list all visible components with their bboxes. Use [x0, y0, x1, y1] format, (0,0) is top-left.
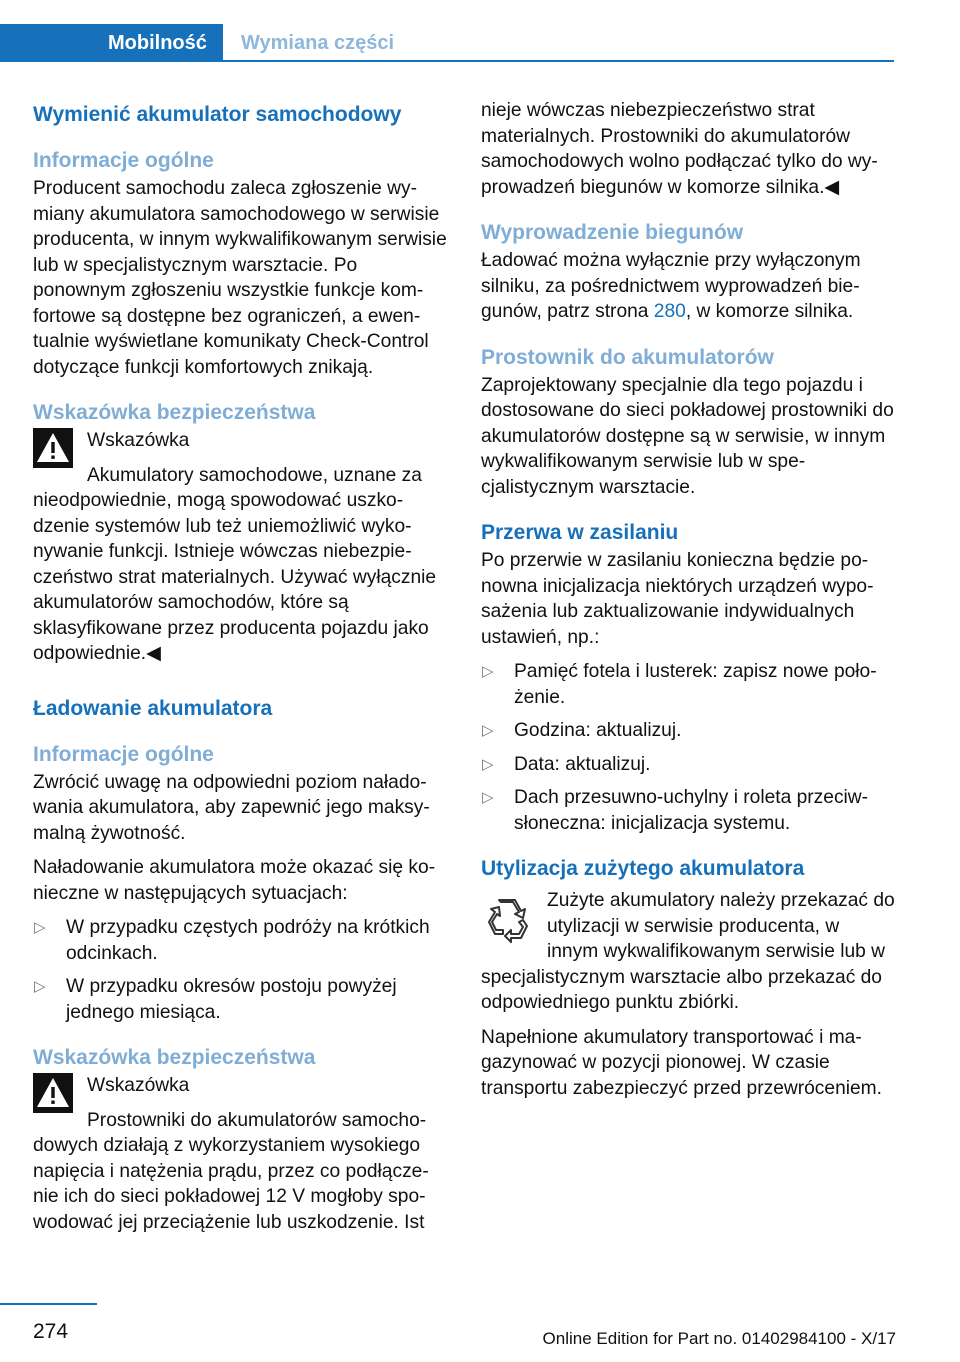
terminals-text-before: Ładować można wyłącznie przy wyłączonym silniku, za pośrednictwem wyprowadzeń biegunów, patrz strona [481, 250, 861, 322]
heading-battery-disposal: Utylizacja zużytego akumulatora [481, 857, 805, 880]
safety-note-2-label: Wskazówka [87, 1075, 190, 1096]
paragraph-charging-need: Naładowanie akumulatora może okazać się konieczne w następujących sytuacjach: [33, 857, 436, 904]
list-item [33, 974, 447, 1025]
left-column [33, 98, 447, 1244]
tab-wymiana-czesci[interactable]: Wymiana części [241, 32, 395, 54]
list-item [481, 659, 895, 710]
paragraph-disposal-transport: Napełnione akumulatory transportować i magazynować w pozycji pionowej. W czasie transportu zabezpieczyć przed przewróceniem. [481, 1026, 882, 1099]
section-title-charging: Ładowanie akumulatora [33, 696, 273, 720]
terminals-text-after: , w komorze silnika. [685, 301, 854, 322]
power-interruption-list [481, 659, 895, 836]
charging-situations-list [33, 915, 447, 1025]
list-item [481, 785, 895, 836]
warning-triangle-icon [33, 428, 73, 468]
page-number: 274 [33, 1320, 69, 1343]
recycle-icon [481, 894, 533, 946]
heading-general-info: Informacje ogólne [33, 149, 214, 172]
bullet-arrow-icon: ▷ [482, 789, 494, 806]
paragraph-disposal: Zużyte akumulatory należy przekazać do utylizacji w serwisie producenta, w innym wykwalifikowanym serwisie lub w specjalistycznym warsztacie albo przekazać do odpowiedniego punktu zbiórki. [481, 890, 895, 1013]
list-item-text: W przypadku okresów postoju powyżej jednego miesiąca. [66, 976, 397, 1023]
footer-rule [0, 1303, 97, 1305]
disposal-note [481, 888, 895, 1025]
list-item-text: Pamięć fotela i lusterek: zapisz nowe położenie. [514, 661, 877, 708]
bullet-arrow-icon: ▷ [34, 919, 46, 936]
safety-note-1-text: Akumulatory samochodowe, uznane za nieodpowiednie, mogą spowodować uszkodzenie systemów lub też uniemożliwić wykonywanie funkcji. Istnieje wówczas niebezpieczeństwo strat materialnych. Używać wyłącznie akumulatorów samochodów, które są sklasyfikowane przez producenta pojazdu jako odpowiednie.◀ [33, 464, 437, 664]
heading-battery-terminals: Wyprowadzenie biegunów [481, 221, 744, 244]
bullet-arrow-icon: ▷ [482, 722, 494, 739]
paragraph-power-interruption: Po przerwie w zasilaniu konieczna będzie ponowna inicjalizacja niektórych urządzeń wyposażenia lub zaktualizowanie indywidualnych ustawień, np.: [481, 550, 874, 648]
page-reference-link[interactable]: 280 [653, 301, 686, 322]
list-item [33, 915, 447, 966]
list-item-text: Data: aktualizuj. [514, 753, 651, 775]
section-title-replace-battery: Wymienić akumulator samochodowy [33, 103, 402, 126]
safety-note-1-label: Wskazówka [87, 430, 190, 451]
warning-triangle-icon [33, 1073, 73, 1113]
list-item-text: Dach przesuwno-uchylny i roleta przeciwsłoneczna: inicjalizacja systemu. [514, 787, 869, 834]
tab-mobilnosc[interactable]: Mobilność [0, 24, 223, 62]
paragraph-continued: nieje wówczas niebezpieczeństwo strat materialnych. Prostowniki do akumulatorów samochodowych wolno podłączać tylko do wyprowadzeń biegunów w komorze silnika.◀ [481, 100, 878, 198]
paragraph-battery-terminals [481, 248, 895, 325]
list-item [481, 752, 895, 778]
paragraph-charging-info: Zwrócić uwagę na odpowiedni poziom naładowania akumulatora, aby zapewnić jego maksymalną żywotność. [33, 771, 430, 844]
safety-note-2 [33, 1073, 447, 1244]
heading-safety-note-2: Wskazówka bezpieczeństwa [33, 1046, 316, 1069]
heading-battery-charger: Prostownik do akumulatorów [481, 345, 774, 369]
list-item-text: W przypadku częstych podróży na krótkich odcinkach. [66, 917, 430, 964]
heading-safety-note-1: Wskazówka bezpieczeństwa [33, 401, 316, 424]
bullet-arrow-icon: ▷ [482, 663, 494, 680]
safety-note-1 [33, 428, 447, 676]
bullet-arrow-icon: ▷ [482, 755, 494, 773]
header-rule [223, 60, 894, 62]
heading-charging-general-info: Informacje ogólne [33, 742, 214, 766]
paragraph-general-info: Producent samochodu zaleca zgłoszenie wymiany akumulatora samochodowego w serwisie producenta, w innym wykwalifikowanym serwisie lub w specjalistycznym warsztacie. Po ponownym zgłoszeniu wszystkie funkcje komfortowe są dostępne bez ograniczeń, a ewentualnie wyświetlane komunikaty Check-Control dotyczące funkcji komfortowych znikają. [33, 178, 447, 378]
safety-note-2-text: Prostowniki do akumulatorów samochodowych działają z wykorzystaniem wysokiego napięcia i natężenia prądu, przez co podłączenie ich do sieci pokładowej 12 V mogłoby spowodować jej przeciążenie lub uszkodzenie. Ist [33, 1109, 429, 1233]
list-item-text: Godzina: aktualizuj. [514, 720, 682, 741]
list-item [481, 718, 895, 744]
bullet-arrow-icon: ▷ [34, 978, 46, 995]
edition-label: Online Edition for Part no. 01402984100 - X/17 [542, 1329, 896, 1348]
heading-power-interruption: Przerwa w zasilaniu [481, 521, 679, 544]
paragraph-battery-charger: Zaprojektowany specjalnie dla tego pojazdu i dostosowane do sieci pokładowej prostowniki do akumulatorów dostępne są w serwisie, w innym wykwalifikowanym serwisie lub w specjalistycznym warsztacie. [481, 374, 894, 498]
right-column [481, 98, 895, 1110]
page-header [0, 0, 960, 62]
